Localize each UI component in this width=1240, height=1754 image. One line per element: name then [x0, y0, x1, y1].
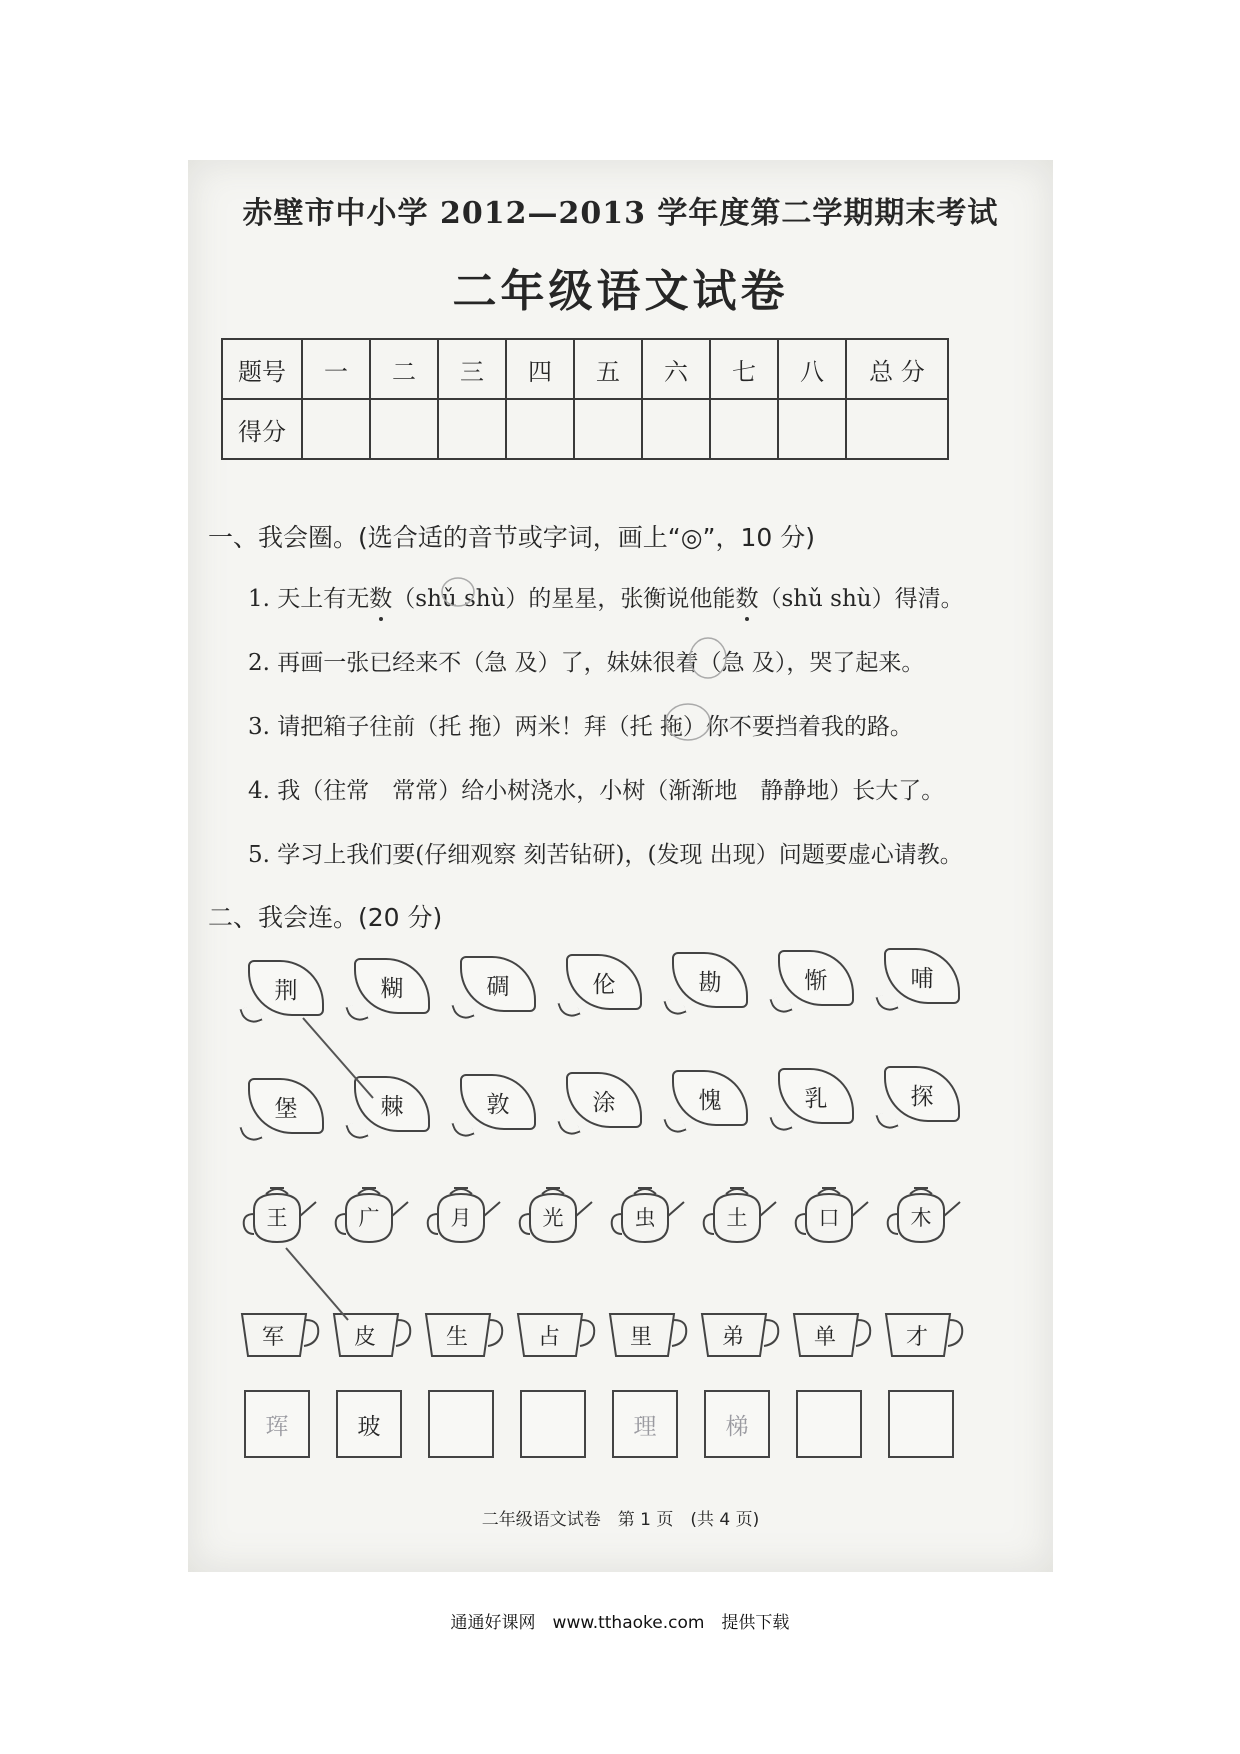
cup-label: 军 [261, 1325, 284, 1350]
cup-label: 单 [813, 1325, 836, 1350]
teapot-label: 虫 [634, 1206, 656, 1230]
leaf-char[interactable]: 敦 [460, 1074, 536, 1130]
leaf-char[interactable]: 惭 [778, 950, 854, 1006]
cup-label: 生 [445, 1325, 468, 1350]
leaf-char[interactable]: 涂 [566, 1072, 642, 1128]
score-cell[interactable] [574, 399, 642, 459]
exam-title: 赤壁市中小学 2012—2013 学年度第二学期期末考试 [242, 196, 999, 231]
section1-question-4: 4. 我（往常 常常）给小树浇水，小树（渐渐地 静静地）长大了。 [248, 778, 945, 804]
answer-box[interactable] [336, 1390, 402, 1458]
section1-question-2: 2. 再画一张已经来不（急 及）了，妹妹很着（急 及），哭了起来。 [248, 650, 925, 676]
score-table-score-row [222, 399, 948, 459]
teapot-label: 土 [726, 1206, 748, 1230]
answer-box[interactable] [888, 1390, 954, 1458]
cup-label: 占 [537, 1325, 560, 1350]
score-cell[interactable] [370, 399, 438, 459]
cup-char[interactable] [332, 1310, 414, 1362]
teapot-label: 广 [358, 1206, 380, 1230]
header-cell: 七 [710, 339, 778, 399]
teapot-char[interactable] [792, 1180, 872, 1248]
exam-paper [188, 160, 1053, 1572]
score-table [221, 338, 949, 460]
header-cell: 三 [438, 339, 506, 399]
leaf-char[interactable]: 哺 [884, 948, 960, 1004]
header-cell: 八 [778, 339, 846, 399]
q1-part: （shǔ shù）得清。 [758, 586, 964, 612]
header-cell: 一 [302, 339, 370, 399]
header-cell: 题号 [222, 339, 302, 399]
leaf-char[interactable]: 荆 [248, 960, 324, 1016]
q1-part: 1. 天上有无 [248, 586, 370, 612]
section1-heading: 一、我会圈。(选合适的音节或字词，画上“◎”，10 分) [208, 523, 815, 552]
handwritten-answer: 梯 [725, 1414, 749, 1440]
header-cell: 二 [370, 339, 438, 399]
cup-label: 里 [629, 1325, 652, 1350]
section1-question-5: 5. 学习上我们要(仔细观察 刻苦钻研)，(发现 出现）问题要虚心请教。 [248, 842, 963, 868]
score-cell[interactable] [506, 399, 574, 459]
teapot-char[interactable] [424, 1180, 504, 1248]
cup-label: 弟 [721, 1325, 744, 1350]
cup-char[interactable] [608, 1310, 690, 1362]
q1-dotted-char: 数 [735, 586, 759, 612]
q1-dotted-char: 数 [369, 586, 393, 612]
header-cell: 总 分 [846, 339, 948, 399]
section1-question-3: 3. 请把箱子往前（托 拖）两米！拜（托 拖）你不要挡着我的路。 [248, 714, 913, 740]
answer-box[interactable] [796, 1390, 862, 1458]
answer-box[interactable] [704, 1390, 770, 1458]
teapot-char[interactable] [700, 1180, 780, 1248]
leaf-char[interactable]: 碉 [460, 956, 536, 1012]
cup-label: 皮 [353, 1325, 376, 1350]
score-cell[interactable] [438, 399, 506, 459]
cup-char[interactable] [240, 1310, 322, 1362]
score-cell[interactable] [642, 399, 710, 459]
leaf-char[interactable]: 乳 [778, 1068, 854, 1124]
score-cell[interactable] [846, 399, 948, 459]
teapot-label: 光 [542, 1206, 564, 1230]
row-label-cell: 得分 [222, 399, 302, 459]
cup-char[interactable] [884, 1310, 966, 1362]
score-cell[interactable] [778, 399, 846, 459]
leaf-char[interactable]: 愧 [672, 1070, 748, 1126]
printed-answer: 玻 [357, 1414, 381, 1440]
teapot-label: 月 [450, 1206, 472, 1230]
leaf-char[interactable]: 堡 [248, 1078, 324, 1134]
answer-box[interactable] [520, 1390, 586, 1458]
header-cell: 五 [574, 339, 642, 399]
teapot-char[interactable] [332, 1180, 412, 1248]
leaf-char[interactable]: 伦 [566, 954, 642, 1010]
cup-char[interactable] [792, 1310, 874, 1362]
page-footer: 二年级语文试卷 第 1 页 (共 4 页) [481, 1510, 760, 1530]
exam-subtitle: 二年级语文试卷 [452, 266, 789, 317]
teapot-label: 口 [818, 1206, 840, 1230]
teapot-char[interactable] [608, 1180, 688, 1248]
cup-label: 才 [905, 1325, 928, 1350]
leaf-char[interactable]: 勘 [672, 952, 748, 1008]
leaf-char[interactable]: 探 [884, 1066, 960, 1122]
answer-box[interactable] [244, 1390, 310, 1458]
leaf-char[interactable]: 棘 [354, 1076, 430, 1132]
cup-char[interactable] [424, 1310, 506, 1362]
teapot-label: 王 [266, 1206, 288, 1230]
handwritten-answer: 珲 [265, 1414, 289, 1440]
answer-box[interactable] [428, 1390, 494, 1458]
header-cell: 四 [506, 339, 574, 399]
teapot-label: 木 [910, 1206, 932, 1230]
teapot-char[interactable] [240, 1180, 320, 1248]
teapot-char[interactable] [516, 1180, 596, 1248]
cup-char[interactable] [700, 1310, 782, 1362]
download-credit: 通通好课网 www.tthaoke.com 提供下载 [450, 1613, 790, 1633]
score-cell[interactable] [302, 399, 370, 459]
section2-heading: 二、我会连。(20 分) [208, 903, 443, 932]
q1-part: （shǔ shù）的星星，张衡说他能 [392, 586, 736, 612]
handwritten-answer: 理 [633, 1414, 657, 1440]
score-table-header-row [222, 339, 948, 399]
score-cell[interactable] [710, 399, 778, 459]
leaf-char[interactable]: 糊 [354, 958, 430, 1014]
section1-question-1 [248, 580, 964, 613]
answer-box[interactable] [612, 1390, 678, 1458]
cup-char[interactable] [516, 1310, 598, 1362]
teapot-char[interactable] [884, 1180, 964, 1248]
header-cell: 六 [642, 339, 710, 399]
